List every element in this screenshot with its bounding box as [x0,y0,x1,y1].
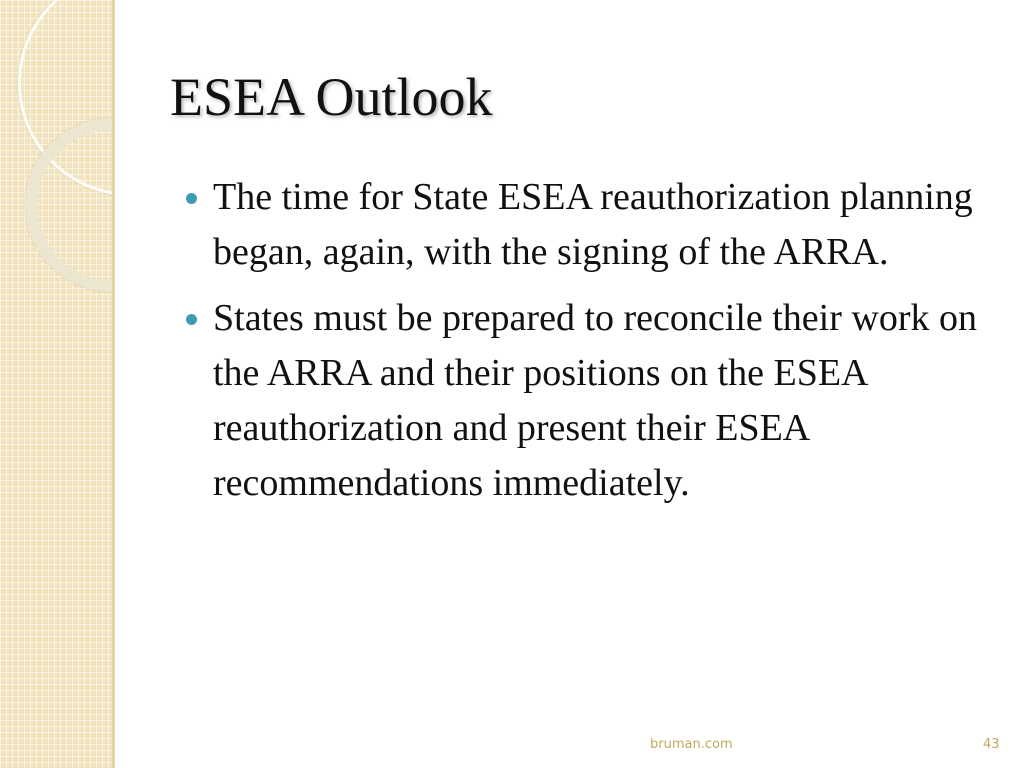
slide-title: ESEA Outlook [170,67,493,127]
bullet-dot-icon [186,314,197,325]
bullet-list [186,170,1001,522]
bullet-text: States must be prepared to reconcile their work on the ARRA and their positions on the ESEA reauthorization and present their ESEA recommendations immediately. [213,297,977,504]
bullet-item [186,291,1001,511]
decorative-side-panel [0,0,112,768]
bullet-dot-icon [186,193,197,204]
side-panel-border [112,0,115,768]
bullet-item [186,170,1001,280]
slide-number: 43 [983,737,1000,752]
footer-site: bruman.com [650,737,733,752]
bullet-text: The time for State ESEA reauthorization planning began, again, with the signing of the ARRA. [213,176,973,273]
